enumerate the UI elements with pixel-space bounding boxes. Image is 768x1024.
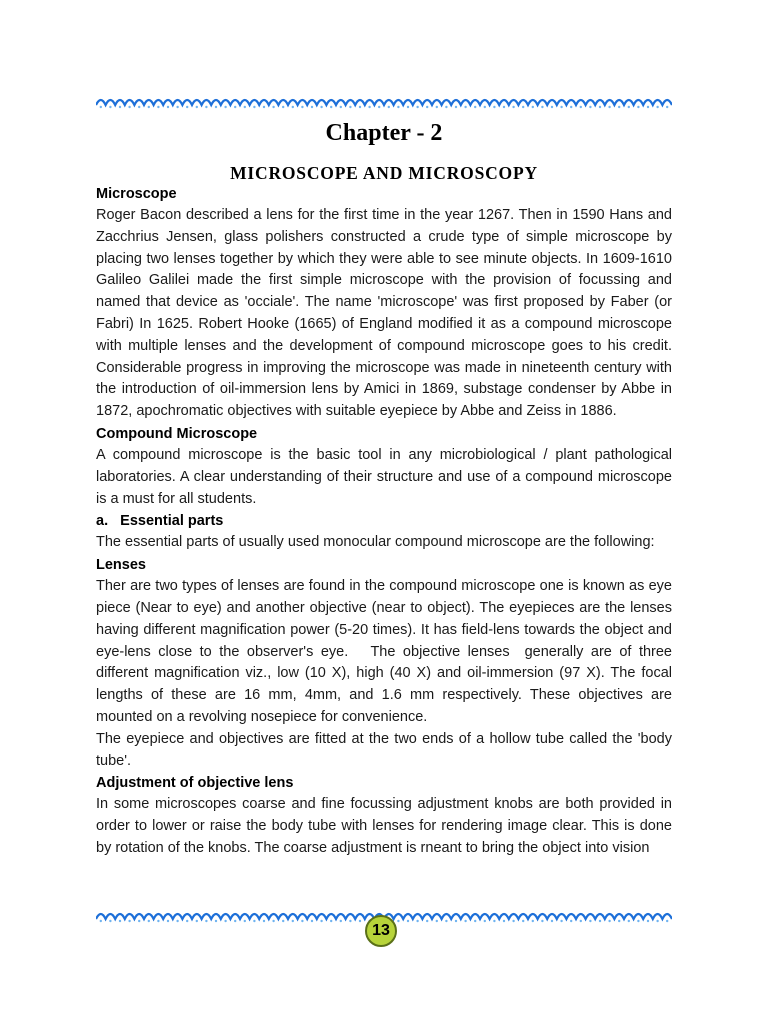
heading-essential-parts: a. Essential parts bbox=[96, 513, 224, 530]
wave-dot bbox=[647, 106, 649, 108]
wave-dot bbox=[234, 106, 236, 108]
wave-dot bbox=[157, 106, 159, 108]
wave-dot bbox=[205, 920, 207, 922]
body-text bbox=[96, 183, 677, 860]
wave-dot bbox=[608, 920, 610, 922]
paragraph-body-tube: The eyepiece and objectives are fitted at the two ends of a hollow tube called the 'body tube'. bbox=[96, 730, 672, 769]
wave-dot bbox=[368, 106, 370, 108]
heading-compound-microscope: Compound Microscope bbox=[96, 425, 258, 442]
wave-dot bbox=[618, 106, 620, 108]
wave-dot bbox=[416, 106, 418, 108]
wave-dot bbox=[426, 106, 428, 108]
wave-dot bbox=[397, 920, 399, 922]
wave-dot bbox=[167, 106, 169, 108]
wave-dot bbox=[349, 106, 351, 108]
wave-dot bbox=[445, 920, 447, 922]
wave-dot bbox=[532, 106, 534, 108]
wave-dot bbox=[272, 106, 274, 108]
wave-dot bbox=[215, 920, 217, 922]
wave-dot bbox=[196, 920, 198, 922]
paragraph-essential-parts: The essential parts of usually used monocular compound microscope are the following: bbox=[96, 534, 655, 551]
wave-dot bbox=[388, 106, 390, 108]
heading-objective-adjustment: Adjustment of objective lens bbox=[96, 775, 294, 792]
wave-dot bbox=[436, 106, 438, 108]
wave-dot bbox=[580, 920, 582, 922]
wave-dot bbox=[176, 920, 178, 922]
wave-dot bbox=[628, 106, 630, 108]
wave-dot bbox=[148, 920, 150, 922]
wave-dot bbox=[541, 106, 543, 108]
wave-dot bbox=[186, 106, 188, 108]
wave-dot bbox=[608, 106, 610, 108]
wave-dot bbox=[455, 920, 457, 922]
wave-dot bbox=[522, 106, 524, 108]
wave-dot bbox=[128, 920, 130, 922]
wave-dot bbox=[205, 106, 207, 108]
wave-dot bbox=[263, 920, 265, 922]
page-content bbox=[96, 116, 677, 860]
wave-dot bbox=[656, 106, 658, 108]
wave-dot bbox=[493, 106, 495, 108]
wave-dot bbox=[100, 920, 102, 922]
wave-dot bbox=[637, 106, 639, 108]
wave-dot bbox=[570, 920, 572, 922]
wave-dot bbox=[628, 920, 630, 922]
wave-dot bbox=[656, 920, 658, 922]
wave-dot bbox=[512, 920, 514, 922]
wave-scallop-line bbox=[96, 100, 672, 105]
wave-dot bbox=[474, 920, 476, 922]
wave-dot bbox=[301, 920, 303, 922]
wave-dot bbox=[119, 106, 121, 108]
wave-dot bbox=[484, 106, 486, 108]
wave-dot bbox=[503, 920, 505, 922]
wave-dot bbox=[340, 106, 342, 108]
wave-dot bbox=[176, 106, 178, 108]
wave-dot bbox=[119, 920, 121, 922]
paragraph-history: Roger Bacon described a lens for the first time in the year 1267. Then in 1590 Hans and Zacchrius Jensen, glass polishers constructed a crude type of simple microscope by placing two lenses together by which they were able to see minute objects. In 1609-1610 Galileo Galilei made the first simple microscope with the provision of focussing and named that device as 'occiale'. The name 'microscope' was first proposed by Faber (or Fabri) In 1625. Robert Hooke (1665) of England modified it as a compound microscope with multiple lenses and the development of compound microscope goes to his credit. Considerable progress in improving the microscope was made in nineteenth century with the introduction of oil-immersion lens by Amici in 1869, substage condenser by Abbe in 1872, apochromatic objectives with suitable eyepiece by Abbe and Zeiss in 1886. bbox=[96, 207, 672, 420]
wave-dot bbox=[560, 920, 562, 922]
wave-dot bbox=[551, 106, 553, 108]
wave-dot bbox=[532, 920, 534, 922]
wave-dot bbox=[359, 920, 361, 922]
wave-dot bbox=[464, 106, 466, 108]
wave-dot bbox=[599, 920, 601, 922]
wave-dot bbox=[560, 106, 562, 108]
wave-dot bbox=[330, 106, 332, 108]
wave-dot bbox=[224, 920, 226, 922]
section-title: MICROSCOPE AND MICROSCOPY bbox=[230, 163, 538, 183]
heading-microscope: Microscope bbox=[96, 186, 177, 202]
wave-dot bbox=[580, 106, 582, 108]
wave-dot bbox=[637, 920, 639, 922]
wave-dot bbox=[551, 920, 553, 922]
paragraph-lenses: Ther are two types of lenses are found in the compound microscope one is known as eye piece (Near to eye) and another objective (near to object). The eyepieces are the lenses having different magnification power (5-20 times). It has field-lens towards the object and eye-lens close to the observer's eye. The objective lenses generally are of three different magnification viz., low (10 X), high (40 X) and oil-immersion (97 X). The focal lengths of these are 16 mm, 4mm, and 1.6 mm respectively. These objectives are mounted on a revolving nosepiece for convenience. bbox=[96, 578, 677, 725]
wave-dot bbox=[148, 106, 150, 108]
wave-dot bbox=[426, 920, 428, 922]
wave-dot bbox=[512, 106, 514, 108]
wave-dot bbox=[196, 106, 198, 108]
wave-dot bbox=[541, 920, 543, 922]
wave-dot bbox=[292, 106, 294, 108]
wave-dot bbox=[100, 106, 102, 108]
wave-dot bbox=[464, 920, 466, 922]
wave-dot bbox=[234, 920, 236, 922]
top-wave-border bbox=[96, 94, 672, 110]
wave-dot bbox=[484, 920, 486, 922]
wave-dot bbox=[330, 920, 332, 922]
wave-dot bbox=[311, 920, 313, 922]
wave-dot bbox=[272, 920, 274, 922]
wave-dot bbox=[349, 920, 351, 922]
page-number-badge: 13 bbox=[365, 915, 397, 947]
wave-dot bbox=[282, 920, 284, 922]
wave-dot bbox=[244, 920, 246, 922]
wave-dot bbox=[570, 106, 572, 108]
wave-dot bbox=[407, 920, 409, 922]
chapter-title: Chapter - 2 bbox=[325, 120, 443, 146]
wave-dot bbox=[186, 920, 188, 922]
wave-dot bbox=[340, 920, 342, 922]
wave-dot bbox=[138, 106, 140, 108]
wave-dot bbox=[167, 920, 169, 922]
wave-dot bbox=[128, 106, 130, 108]
wave-dot bbox=[666, 920, 668, 922]
wave-dot bbox=[436, 920, 438, 922]
wave-dot bbox=[618, 920, 620, 922]
wave-dot bbox=[359, 106, 361, 108]
wave-dot bbox=[503, 106, 505, 108]
wave-dot bbox=[263, 106, 265, 108]
wave-dot bbox=[109, 920, 111, 922]
wave-dot bbox=[282, 106, 284, 108]
wave-dot bbox=[407, 106, 409, 108]
wave-dot bbox=[320, 106, 322, 108]
wave-dot bbox=[378, 106, 380, 108]
wave-dot bbox=[589, 920, 591, 922]
wave-dot bbox=[253, 920, 255, 922]
wave-dot bbox=[522, 920, 524, 922]
paragraph-compound-intro: A compound microscope is the basic tool in any microbiological / plant pathological laboratories. A clear understanding of their structure and use of a compound microscope is a must for all students. bbox=[96, 446, 672, 507]
wave-dot bbox=[157, 920, 159, 922]
wave-dot bbox=[253, 106, 255, 108]
wave-dot bbox=[292, 920, 294, 922]
wave-dot bbox=[589, 106, 591, 108]
wave-dot bbox=[215, 106, 217, 108]
wave-dot bbox=[647, 920, 649, 922]
wave-dot bbox=[138, 920, 140, 922]
paragraph-adjustment: In some microscopes coarse and fine focussing adjustment knobs are both provided in order to lower or raise the body tube with lenses for rendering image clear. This is done by rotation of the knobs. The coarse adjustment is rneant to bring the object into vision bbox=[96, 796, 672, 856]
wave-dot bbox=[599, 106, 601, 108]
wave-dot bbox=[109, 106, 111, 108]
wave-dot bbox=[474, 106, 476, 108]
wave-dot bbox=[311, 106, 313, 108]
wave-dot bbox=[224, 106, 226, 108]
wave-dot bbox=[397, 106, 399, 108]
wave-dot bbox=[301, 106, 303, 108]
wave-dot bbox=[445, 106, 447, 108]
heading-lenses: Lenses bbox=[96, 557, 146, 574]
wave-dot bbox=[666, 106, 668, 108]
wave-dot bbox=[493, 920, 495, 922]
wave-dot bbox=[455, 106, 457, 108]
wave-dot bbox=[416, 920, 418, 922]
wave-dot bbox=[244, 106, 246, 108]
wave-dot bbox=[320, 920, 322, 922]
